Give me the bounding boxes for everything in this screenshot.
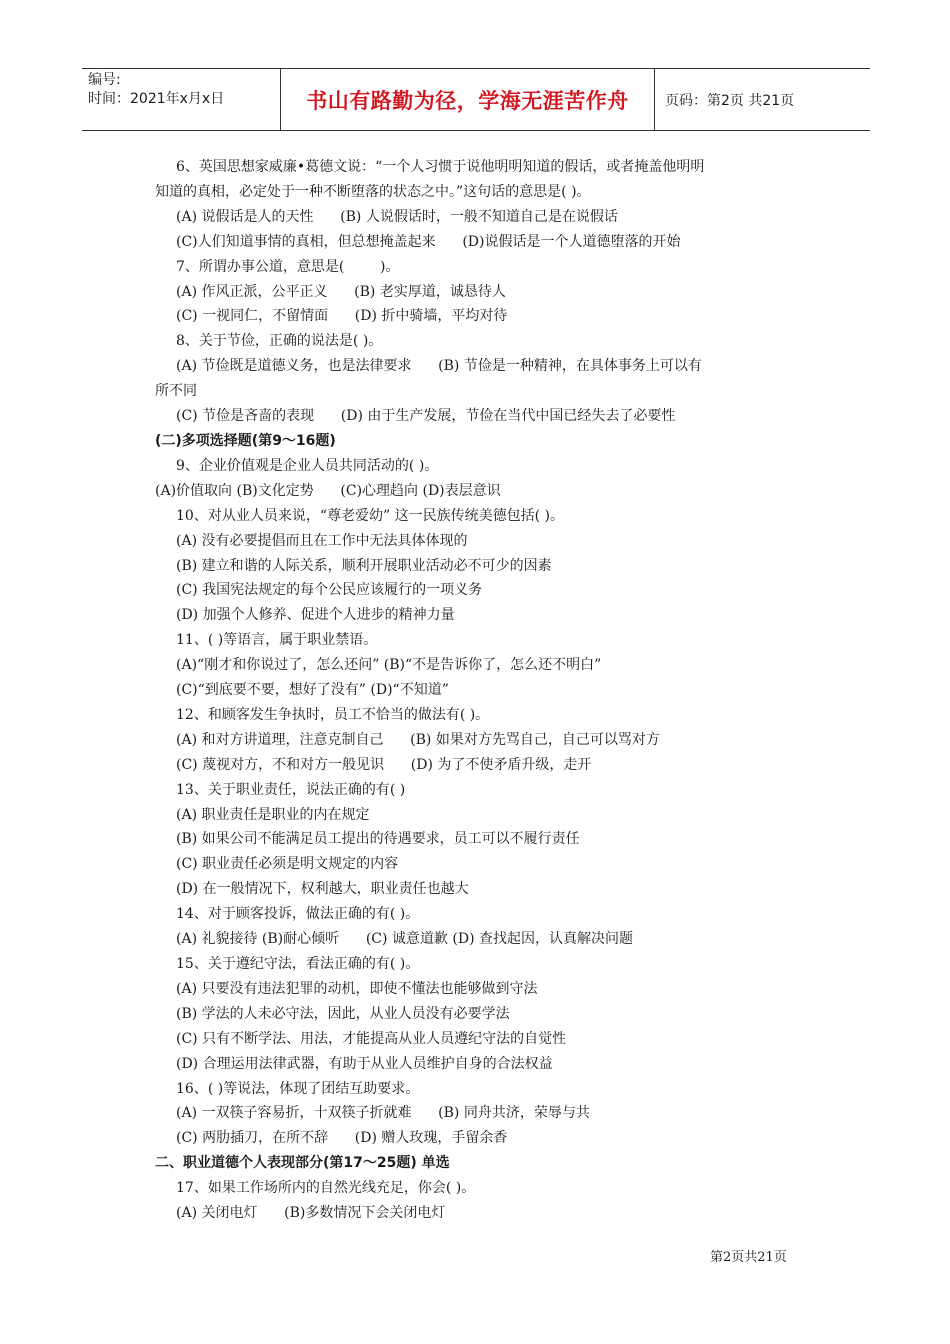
question-15-option-d: (D) 合理运用法律武器，有助于从业人员维护自身的合法权益 xyxy=(176,1055,553,1072)
question-15-option-c: (C) 只有不断学法、用法，才能提高从业人员遵纪守法的自觉性 xyxy=(176,1030,567,1047)
question-6-options-ab: (A) 说假话是人的天性 (B) 人说假话时，一般不知道自己是在说假话 xyxy=(176,208,618,225)
question-13-option-a: (A) 职业责任是职业的内在规定 xyxy=(176,806,370,823)
question-8-options-ab-cont: 所不同 xyxy=(155,383,197,400)
page-header xyxy=(82,68,870,131)
question-6-line-1: 6、英国思想家威廉•葛德文说：“一个人习惯于说他明明知道的假话，或者掩盖他明明 xyxy=(176,159,705,175)
question-6-line-2: 知道的真相，必定处于一种不断堕落的状态之中。”这句话的意思是( )。 xyxy=(155,183,591,200)
question-12: 12、和顾客发生争执时，员工不恰当的做法有( )。 xyxy=(176,706,490,723)
page-footer-number: 第2页共21页 xyxy=(710,1250,787,1265)
question-13-option-b: (B) 如果公司不能满足员工提出的待遇要求，员工可以不履行责任 xyxy=(176,831,580,848)
question-7-options-cd: (C) 一视同仁，不留情面 (D) 折中骑墙，平均对待 xyxy=(176,308,508,325)
question-13-option-c: (C) 职业责任必须是明文规定的内容 xyxy=(176,856,399,873)
question-11-options-cd: (C)“到底要不要，想好了没有” (D)“不知道” xyxy=(176,682,449,699)
header-meta xyxy=(82,69,281,130)
question-15-option-a: (A) 只要没有违法犯罪的动机，即使不懂法也能够做到守法 xyxy=(176,980,538,997)
question-14-options: (A) 礼貌接待 (B)耐心倾听 (C) 诚意道歉 (D) 查找起因，认真解决问题 xyxy=(176,931,633,948)
document-body xyxy=(155,155,820,1226)
question-13-option-d: (D) 在一般情况下，权利越大，职业责任也越大 xyxy=(176,881,469,898)
question-8: 8、关于节俭，正确的说法是( )。 xyxy=(176,333,383,350)
question-15: 15、关于遵纪守法，看法正确的有( )。 xyxy=(176,956,420,972)
question-7-options-ab: (A) 作风正派，公平正义 (B) 老实厚道，诚恳待人 xyxy=(176,283,506,300)
header-motto: 书山有路勤为径，学海无涯苦作舟 xyxy=(281,69,655,130)
question-14: 14、对于顾客投诉，做法正确的有( )。 xyxy=(176,906,420,923)
document-date-label: 时间：2021年x月x日 xyxy=(88,91,225,107)
question-10-option-a: (A) 没有必要提倡而且在工作中无法具体体现的 xyxy=(176,532,468,549)
question-16-options-cd: (C) 两肋插刀，在所不辞 (D) 赠人玫瑰，手留余香 xyxy=(176,1130,508,1147)
question-10-option-d: (D) 加强个人修养、促进个人进步的精神力量 xyxy=(176,607,455,624)
question-17: 17、如果工作场所内的自然光线充足，你会( )。 xyxy=(176,1180,476,1197)
question-6-options-cd: (C)人们知道事情的真相，但总想掩盖起来 (D)说假话是一个人道德堕落的开始 xyxy=(176,233,681,250)
question-9: 9、企业价值观是企业人员共同活动的( )。 xyxy=(176,457,439,474)
question-11: 11、( )等语言，属于职业禁语。 xyxy=(176,632,378,649)
section-heading-multiple-choice: (二)多项选择题(第9～16题) xyxy=(155,432,336,449)
question-7: 7、所谓办事公道，意思是( )。 xyxy=(176,258,400,275)
document-number-label: 编号: xyxy=(88,72,121,88)
question-13: 13、关于职业责任，说法正确的有( ) xyxy=(176,781,406,798)
question-11-options-ab: (A)“刚才和你说过了，怎么还问” (B)“不是告诉你了，怎么还不明白” xyxy=(176,657,602,674)
question-8-options-cd: (C) 节俭是吝啬的表现 (D) 由于生产发展，节俭在当代中国已经失去了必要性 xyxy=(176,408,676,425)
question-12-options-cd: (C) 蔑视对方，不和对方一般见识 (D) 为了不使矛盾升级，走开 xyxy=(176,756,592,773)
question-16: 16、( )等说法，体现了团结互助要求。 xyxy=(176,1080,420,1097)
question-10-option-c: (C) 我国宪法规定的每个公民应该履行的一项义务 xyxy=(176,582,483,599)
question-9-options: (A)价值取向 (B)文化定势 (C)心理趋向 (D)表层意识 xyxy=(155,482,501,499)
question-15-option-b: (B) 学法的人未必守法，因此，从业人员没有必要学法 xyxy=(176,1005,510,1022)
header-page-number: 页码：第2页 共21页 xyxy=(665,92,795,109)
question-17-options-ab: (A) 关闭电灯 (B)多数情况下会关闭电灯 xyxy=(176,1205,446,1222)
question-10-option-b: (B) 建立和谐的人际关系，顺利开展职业活动必不可少的因素 xyxy=(176,557,552,574)
section-heading-personal-performance: 二、职业道德个人表现部分(第17～25题) 单选 xyxy=(155,1155,450,1172)
question-8-options-ab: (A) 节俭既是道德义务，也是法律要求 (B) 节俭是一种精神，在具体事务上可以有 xyxy=(176,358,702,375)
question-16-options-ab: (A) 一双筷子容易折，十双筷子折就难 (B) 同舟共济，荣辱与共 xyxy=(176,1105,590,1122)
question-12-options-ab: (A) 和对方讲道理，注意克制自己 (B) 如果对方先骂自己，自己可以骂对方 xyxy=(176,731,660,748)
question-10: 10、对从业人员来说，“尊老爱幼” 这一民族传统美德包括( )。 xyxy=(176,507,564,524)
